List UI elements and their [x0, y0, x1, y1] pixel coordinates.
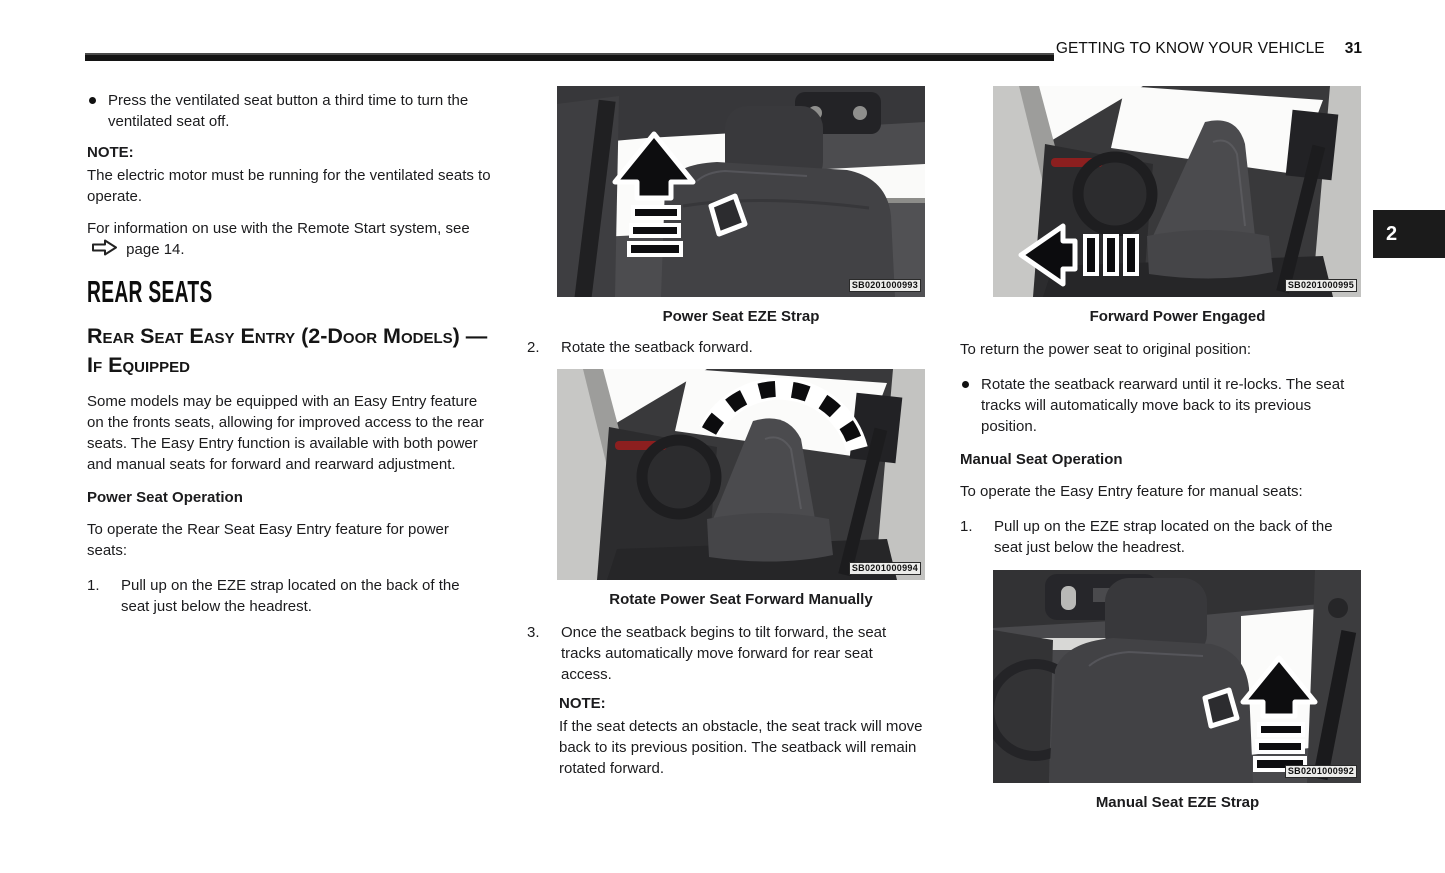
figure-code: SB0201000994: [849, 562, 921, 575]
reference-text: For information on use with the Remote Start system, see: [87, 220, 470, 237]
figure-code: SB0201000995: [1285, 279, 1357, 292]
chapter-title: GETTING TO KNOW YOUR VEHICLE: [1055, 40, 1325, 57]
car-interior-photo: [993, 570, 1361, 783]
figure-caption: Power Seat EZE Strap: [662, 308, 820, 325]
list-item-text: Press the ventilated seat button a third time to turn the ventilated seat off.: [108, 92, 469, 130]
page-header: [1056, 40, 1362, 58]
figure-rotate-power-seat: [557, 369, 925, 580]
figure-forward-power-engaged: [993, 86, 1361, 297]
numbered-step: [960, 516, 1363, 558]
figure-manual-seat-eze-strap: [993, 570, 1361, 783]
note-text: If the seat detects an obstacle, the seat track will move back to its previous position. The seatback will remain rotated forward.: [559, 718, 923, 777]
figure-code: SB0201000992: [1285, 765, 1357, 778]
numbered-step: [527, 337, 925, 358]
step-number: 2.: [527, 339, 540, 356]
section-heading: REAR SEATS: [87, 274, 213, 309]
step-text: Pull up on the EZE strap located on the back of the seat just below the headrest.: [121, 577, 460, 615]
step-text: Once the seatback begins to tilt forward, the seat tracks automatically move forward for rear seat access.: [561, 624, 887, 683]
list-item-text: Rotate the seatback rearward until it re-locks. The seat tracks will automatically move back to its previous position.: [981, 376, 1345, 435]
figure-power-seat-eze-strap: [557, 86, 925, 297]
right-column: [960, 86, 1363, 813]
page-link-arrow-icon: [91, 239, 118, 256]
step-number: 1.: [960, 518, 973, 535]
chapter-tab: [1373, 210, 1445, 258]
strap-icon: [1205, 690, 1237, 726]
figure-caption: Rotate Power Seat Forward Manually: [609, 591, 873, 608]
list-item: [87, 90, 491, 132]
manual-seat-operation-heading: Manual Seat Operation: [960, 451, 1123, 468]
figure-caption: Manual Seat EZE Strap: [1095, 794, 1260, 811]
figure-code: SB0201000993: [849, 279, 921, 292]
bullet-icon: [89, 97, 96, 104]
note-label: NOTE:: [559, 695, 606, 712]
middle-column: [527, 86, 925, 779]
step-text: Rotate the seatback forward.: [561, 339, 753, 356]
manual-intro: To operate the Easy Entry feature for manual seats:: [960, 483, 1303, 500]
list-item: [960, 374, 1363, 437]
chapter-rule: [85, 53, 1054, 61]
power-seat-intro: To operate the Rear Seat Easy Entry feature for power seats:: [87, 521, 449, 559]
car-interior-photo: [993, 86, 1361, 297]
bullet-icon: [962, 381, 969, 388]
step-number: 1.: [87, 577, 100, 594]
left-column: [87, 90, 491, 617]
page-number: 31: [1344, 40, 1362, 57]
car-interior-photo: [557, 369, 925, 580]
step-number: 3.: [527, 624, 540, 641]
chapter-tab-number: 2: [1386, 222, 1398, 245]
power-seat-operation-heading: Power Seat Operation: [87, 489, 243, 506]
note-label: NOTE:: [87, 144, 134, 161]
remote-start-reference: [87, 218, 491, 260]
car-interior-photo: [557, 86, 925, 297]
figure-caption: Forward Power Engaged: [1089, 308, 1266, 325]
easy-entry-paragraph: Some models may be equipped with an Easy Entry feature on the fronts seats, allowing for improved access to the rear seats. The Easy Entry function is available with both power and manual seats for forward and rearward adjustment.: [87, 393, 484, 473]
numbered-step: [87, 575, 491, 617]
numbered-step: [527, 622, 925, 685]
step-text: Pull up on the EZE strap located on the back of the seat just below the headrest.: [994, 518, 1333, 556]
return-intro: To return the power seat to original position:: [960, 341, 1251, 358]
reference-page: page 14.: [126, 241, 185, 258]
subsection-heading: Rear Seat Easy Entry (2-Door Models) — If Equipped: [87, 324, 488, 377]
note-text: The electric motor must be running for the ventilated seats to operate.: [87, 167, 491, 205]
